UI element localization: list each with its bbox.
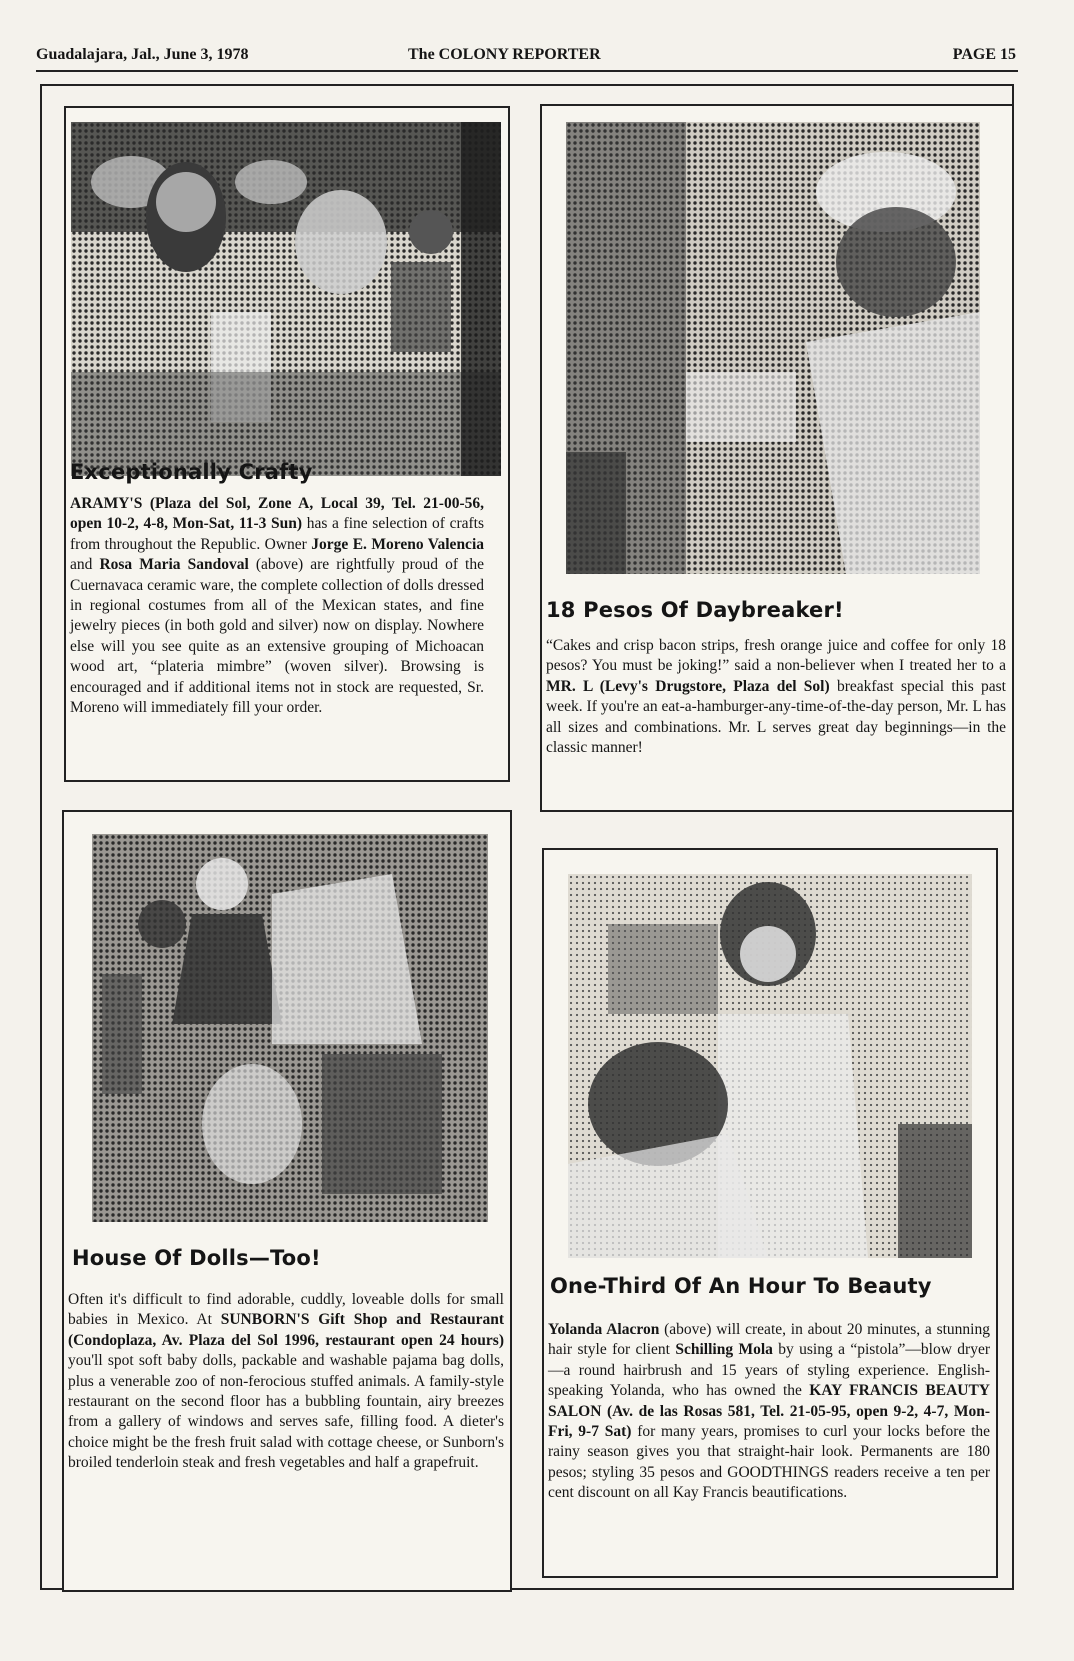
- dateline: Guadalajara, Jal., June 3, 1978: [36, 46, 249, 63]
- article-text: [68, 1291, 504, 1471]
- header-rule: [36, 70, 1018, 72]
- text: by using a “pistola”—blow dryer—a round hairbrush and 15 years of styling experience. English-speaking Yolanda, who has owned the: [548, 1341, 991, 1400]
- newspaper-name: The COLONY REPORTER: [408, 46, 601, 63]
- text: and: [70, 556, 100, 574]
- article-text: [548, 1321, 990, 1501]
- article-body: [70, 494, 484, 718]
- text: you'll spot soft baby dolls, packable and washable pajama bag dolls, plus a venerable zoo of non-ferocious stuffed animals. A family-style restaurant on the second floor has a bubbling fountain, airy breezes from a gallery of windows and serves safe, filling food. A dieter's choice might be the fresh fruit salad with cottage cheese, or Sunborn's broiled tenderloin steak and fresh vegetables and half a grapefruit.: [68, 1352, 504, 1472]
- article-body: [546, 636, 1006, 758]
- bold-text: Rosa Maria Sandoval: [99, 556, 249, 574]
- headline: House Of Dolls—Too!: [72, 1246, 321, 1270]
- bold-text: ARAMY'S (Plaza del Sol, Zone A, Local 39, Tel. 21-00-56, open 10-2, 4-8, Mon-Sat, 11-3 Sun): [70, 495, 484, 533]
- text: for many years, promises to curl your locks before the rainy season gives you that straight-hair look. Permanents are 180 pesos; styling 35 pesos and GOODTHINGS readers receive a ten per cent discount on all Kay Francis beautifications.: [548, 1423, 991, 1502]
- bold-text: SUNBORN'S Gift Shop and Restaurant (Condoplaza, Av. Plaza del Sol 1996, restaurant open 24 hours): [68, 1311, 504, 1349]
- bold-text: MR. L (Levy's Drugstore, Plaza del Sol): [546, 677, 830, 695]
- headline: Exceptionally Crafty: [70, 460, 313, 484]
- article-body: [548, 1320, 990, 1504]
- photo-craft-shop-owners: [71, 122, 501, 476]
- article-text: [70, 495, 484, 716]
- article-exceptionally-crafty: [64, 106, 510, 782]
- article-house-of-dolls: [62, 810, 512, 1592]
- bold-text: Schilling Mola: [675, 1341, 773, 1359]
- text: “Cakes and crisp bacon strips, fresh orange juice and coffee for only 18 pesos? You must be joking!” said a non-believer when I treated her to a: [546, 637, 1006, 675]
- left-frame-rule: [40, 84, 42, 1590]
- bold-text: Jorge E. Moreno Valencia: [311, 535, 484, 553]
- text: Often it's difficult to find adorable, cuddly, loveable dolls for small babies in Mexico. At: [68, 1291, 504, 1329]
- text: (above) will create, in about 20 minutes, a stunning hair style for client: [548, 1321, 990, 1359]
- headline: One-Third Of An Hour To Beauty: [550, 1274, 932, 1298]
- bold-text: KAY FRANCIS BEAUTY SALON (Av. de las Rosas 581, Tel. 21-05-95, open 9-2, 4-7, Mon-Fri, 9-7 Sat): [548, 1382, 990, 1441]
- article-beauty: [542, 848, 998, 1578]
- text: has a fine selection of crafts from throughout the Republic. Owner: [70, 515, 485, 553]
- text: (above) are rightfully proud of the Cuernavaca ceramic ware, the complete collection of dolls dressed in regional costumes from all of the Mexican states, and fine jewelry pieces (in both gold and silver) now on display. Nowhere else will you see quite as an extensive grouping of Michoacan wood art, “plateria mimbre” (woven silver). Browsing is encouraged and if additional items not in stock are requested, Sr. Moreno will immediately fill your order.: [70, 556, 484, 717]
- article-body: [68, 1290, 504, 1474]
- photo-cook-preparing-breakfast: [566, 122, 980, 574]
- article-daybreaker: [540, 104, 1014, 812]
- headline: 18 Pesos Of Daybreaker!: [546, 598, 844, 622]
- text: breakfast special this past week. If you're an eat-a-hamburger-any-time-of-the-day person, Mr. L has all sizes and combinations. Mr. L serves great day beginnings—in the classic manner!: [546, 677, 1006, 757]
- photo-hair-stylist-and-client: [568, 874, 972, 1258]
- bold-text: Yolanda Alacron: [548, 1321, 660, 1338]
- top-frame-rule: [40, 84, 1014, 86]
- page-number: PAGE 15: [952, 46, 1016, 63]
- article-text: [546, 637, 1006, 756]
- photo-dolls-display: [92, 834, 488, 1222]
- page-header: [36, 46, 1016, 70]
